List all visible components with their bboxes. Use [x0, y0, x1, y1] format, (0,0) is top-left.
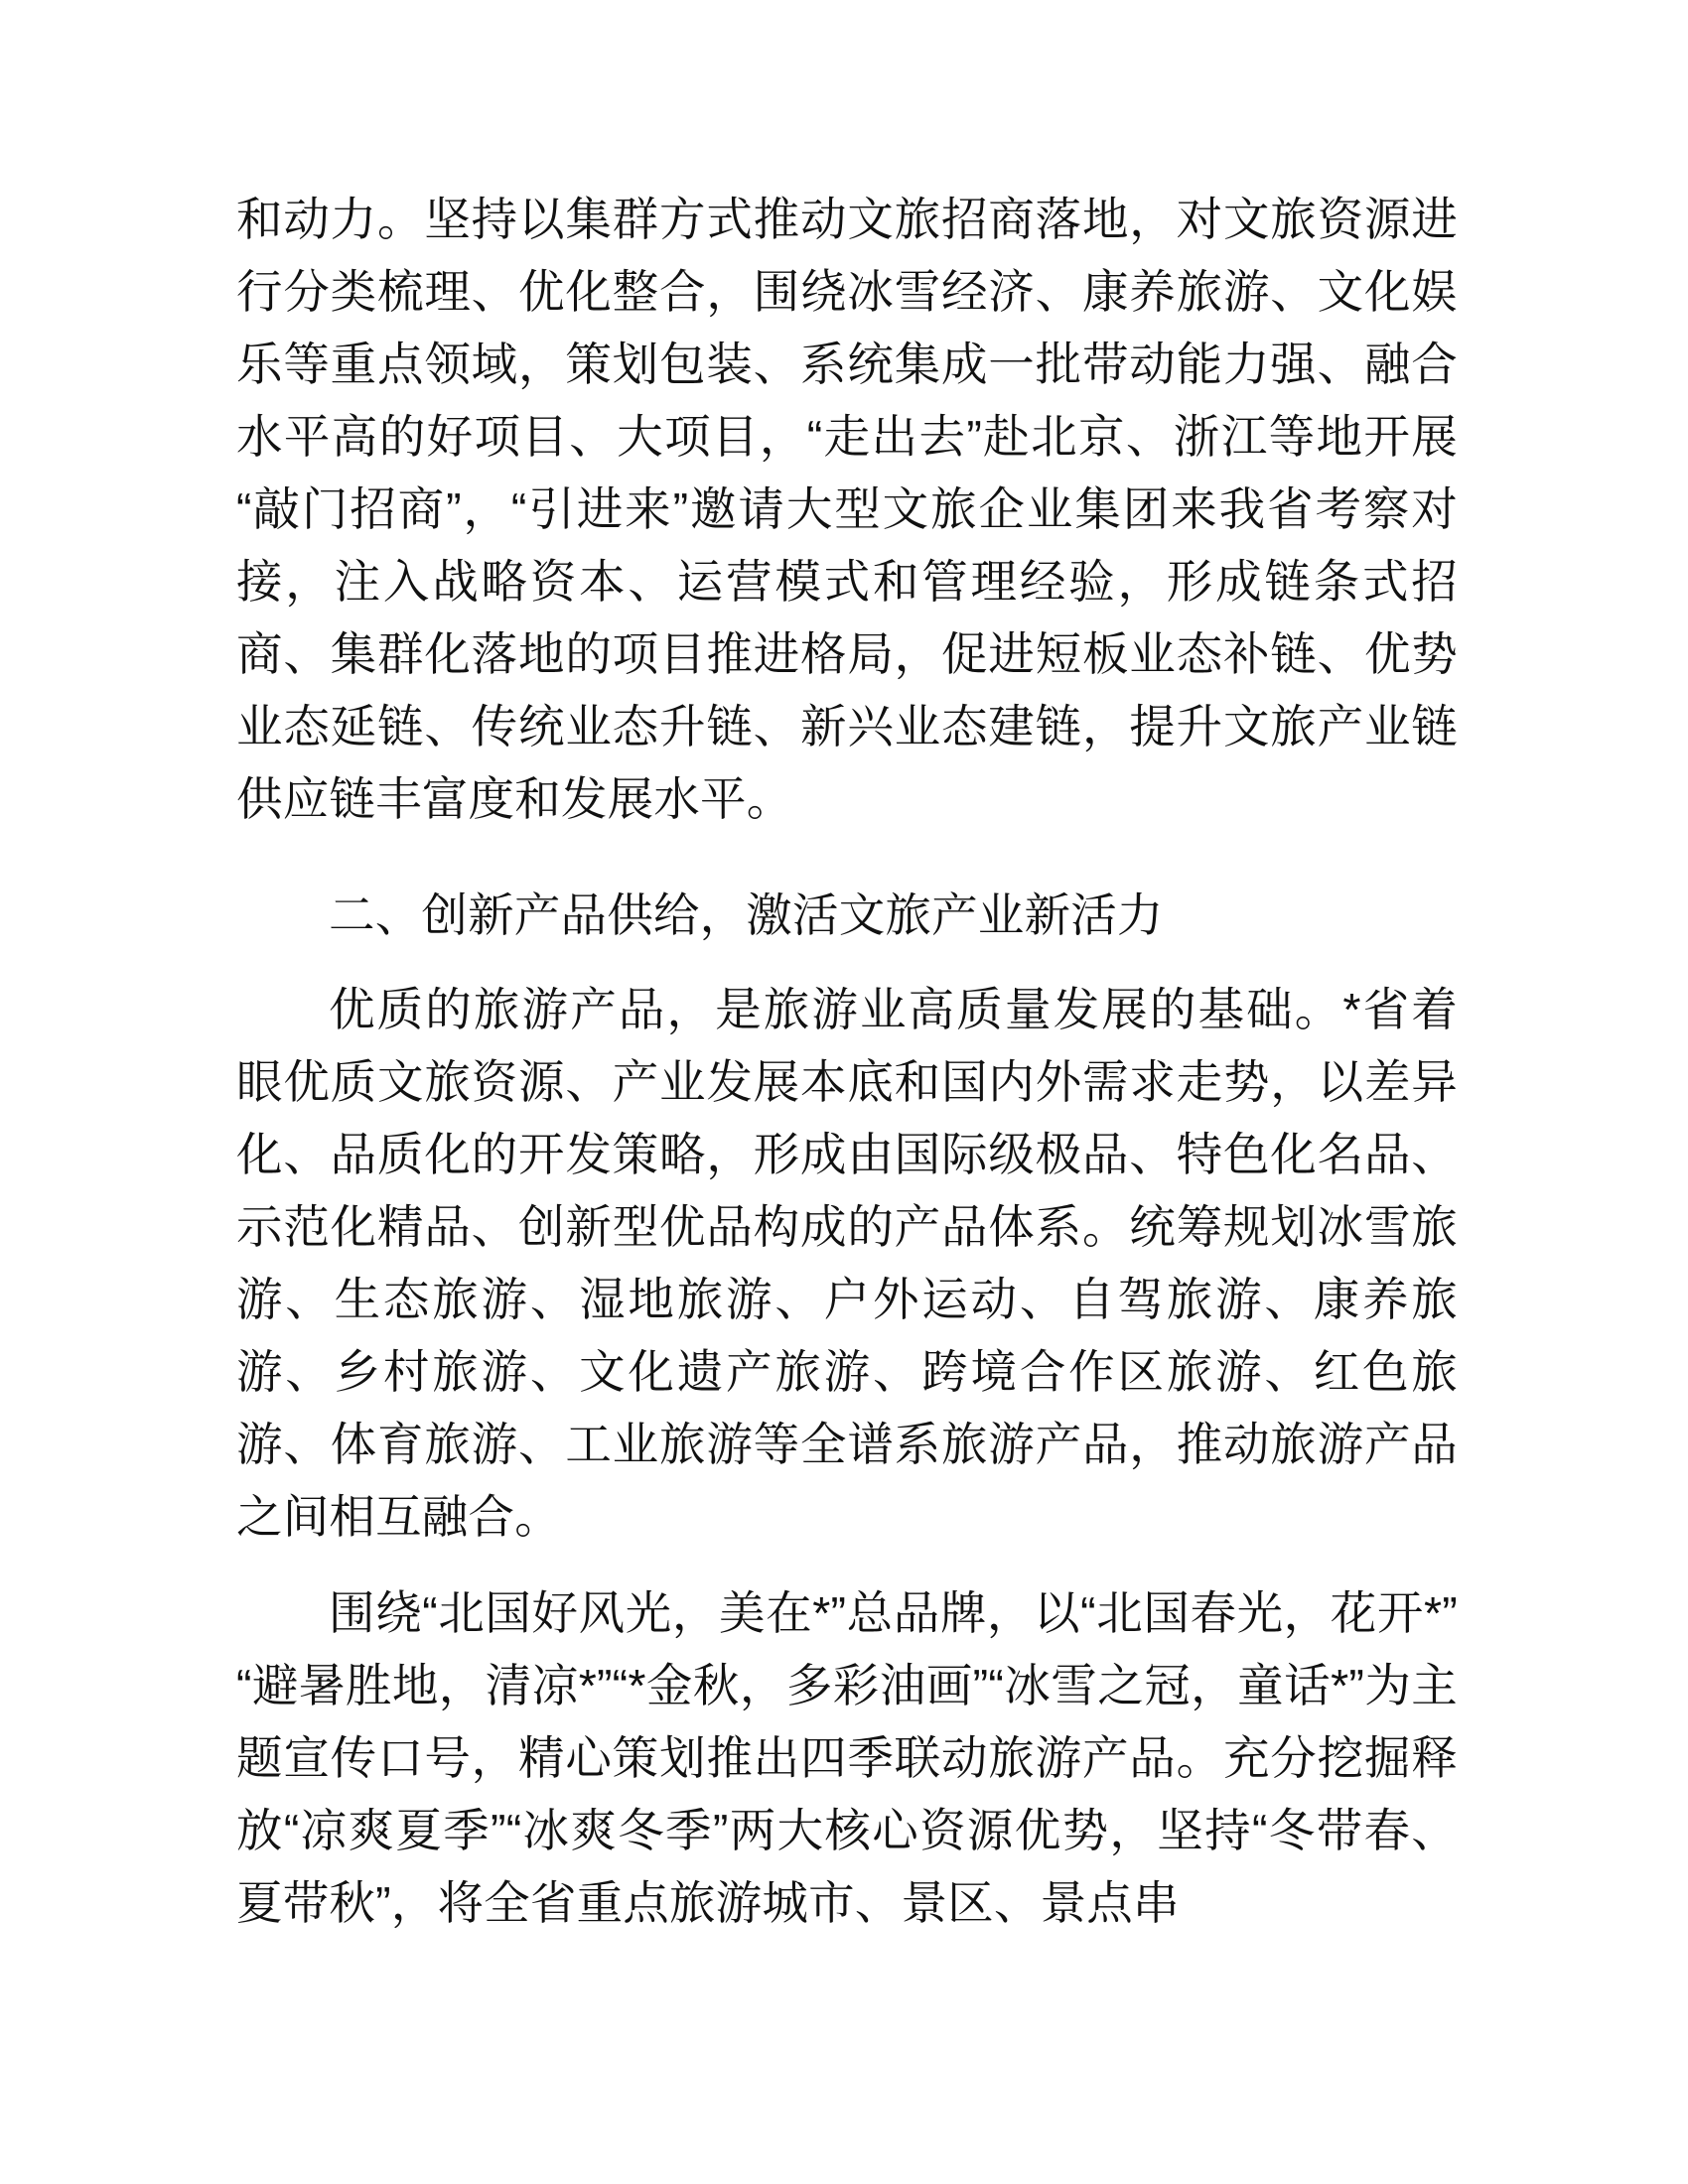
paragraph-quality-products: 优质的旅游产品，是旅游业高质量发展的基础。*省着眼优质文旅资源、产业发展本底和国内外需求走势，以差异化、品质化的开发策略，形成由国际级极品、特色化名品、示范化精品、创新型优品构成的产品体系。统筹规划冰雪旅游、生态旅游、湿地旅游、户外运动、自驾旅游、康养旅游、乡村旅游、文化遗产旅游、跨境合作区旅游、红色旅游、体育旅游、工业旅游等全谱系旅游产品，推动旅游产品之间相互融合。: [236, 984, 1458, 1543]
paragraph-brand-slogan: 围绕“北国好风光，美在*”总品牌，以“北国春光，花开*”“避暑胜地，清凉*”“*金秋，多彩油画”“冰雪之冠，童话*”为主题宣传口号，精心策划推出四季联动旅游产品。充分挖掘释放“凉爽夏季”“冰爽冬季”两大核心资源优势，坚持“冬带春、夏带秋”，将全省重点旅游城市、景区、景点串: [236, 1587, 1458, 1929]
paragraph-spacer: [236, 842, 1458, 852]
paragraph-continued-investment: 和动力。坚持以集群方式推动文旅招商落地，对文旅资源进行分类梳理、优化整合，围绕冰雪经济、康养旅游、文化娱乐等重点领域，策划包装、系统集成一批带动能力强、融合水平高的好项目、大项目，“走出去”赴北京、浙江等地开展“敲门招商”，“引进来”邀请大型文旅企业集团来我省考察对接，注入战略资本、运营模式和管理经验，形成链条式招商、集群化落地的项目推进格局，促进短板业态补链、优势业态延链、传统业态升链、新兴业态建链，提升文旅产业链供应链丰富度和发展水平。: [236, 194, 1458, 825]
paragraph-spacer: [236, 1560, 1458, 1577]
heading-section-two: 二、创新产品供给，激活文旅产业新活力: [329, 889, 1164, 941]
document-body: [236, 184, 1458, 1940]
